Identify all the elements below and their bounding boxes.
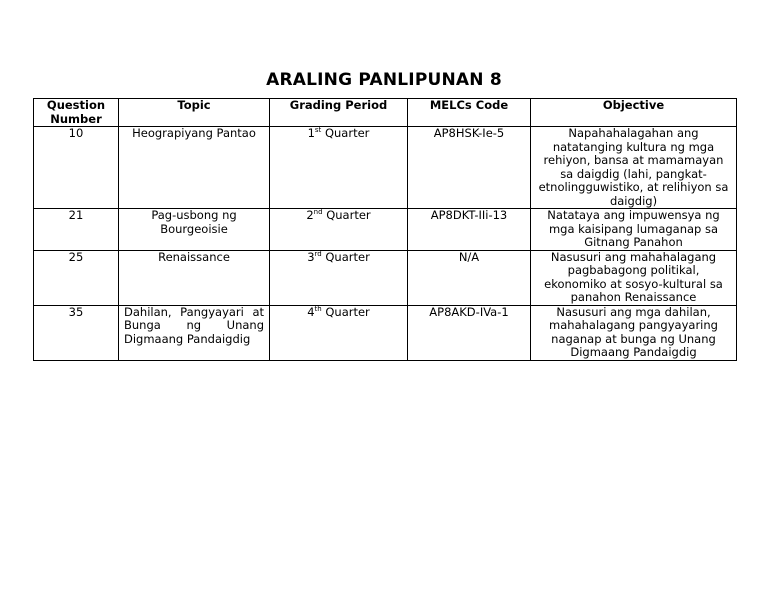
period-suffix: rd xyxy=(314,249,322,258)
question-number-cell: 35 xyxy=(34,305,119,360)
objective-cell: Nasusuri ang mga dahilan, mahahalagang pangyayaring naganap at bunga ng Unang Digmaang Pandaigdig xyxy=(531,305,737,360)
table-row xyxy=(34,127,737,209)
grading-period-cell xyxy=(270,127,408,209)
document-title: ARALING PANLIPUNAN 8 xyxy=(266,70,502,90)
table-header-row xyxy=(34,99,737,127)
objective-cell: Natataya ang impuwensya ng mga kaisipang lumaganap sa Gitnang Panahon xyxy=(531,209,737,251)
table-row xyxy=(34,209,737,251)
melcs-code-cell: AP8AKD-IVa-1 xyxy=(408,305,531,360)
grading-period-cell xyxy=(270,209,408,251)
period-number: 4 xyxy=(307,304,315,319)
melcs-code-cell: N/A xyxy=(408,250,531,305)
objective-cell: Napahahalagahan ang natatanging kultura ng mga rehiyon, bansa at mamamayan sa daigdig (lahi, pangkat-etnolingguwistiko, at relihiyon sa daigdig) xyxy=(531,127,737,209)
header-objective: Objective xyxy=(531,99,737,127)
period-suffix: nd xyxy=(313,208,323,217)
period-word: Quarter xyxy=(325,304,370,319)
table-row xyxy=(34,250,737,305)
header-topic: Topic xyxy=(119,99,270,127)
melcs-code-cell: AP8HSK-Ie-5 xyxy=(408,127,531,209)
grading-period-cell xyxy=(270,305,408,360)
topic-cell: Heograpiyang Pantao xyxy=(119,127,270,209)
topic-cell: Pag-usbong ng Bourgeoisie xyxy=(119,209,270,251)
period-number: 1 xyxy=(307,126,315,140)
topic-cell: Renaissance xyxy=(119,250,270,305)
melcs-code-cell: AP8DKT-IIi-13 xyxy=(408,209,531,251)
question-number-cell: 10 xyxy=(34,127,119,209)
header-melcs-code: MELCs Code xyxy=(408,99,531,127)
header-question-number: Question Number xyxy=(34,99,119,127)
table-row xyxy=(34,305,737,360)
question-number-cell: 21 xyxy=(34,209,119,251)
period-number: 3 xyxy=(307,249,315,264)
question-number-cell: 25 xyxy=(34,250,119,305)
period-suffix: th xyxy=(314,304,322,313)
period-word: Quarter xyxy=(326,208,371,222)
period-suffix: st xyxy=(314,126,322,135)
period-number: 2 xyxy=(306,208,314,222)
topic-table xyxy=(33,98,737,361)
period-word: Quarter xyxy=(324,126,370,140)
period-word: Quarter xyxy=(325,249,370,264)
objective-cell: Nasusuri ang mahahalagang pagbabagong politikal, ekonomiko at sosyo-kultural sa panahon Renaissance xyxy=(531,250,737,305)
topic-cell: Dahilan, Pangyayari at Bunga ng Unang Digmaang Pandaigdig xyxy=(119,305,270,360)
grading-period-cell xyxy=(270,250,408,305)
header-grading-period: Grading Period xyxy=(270,99,408,127)
